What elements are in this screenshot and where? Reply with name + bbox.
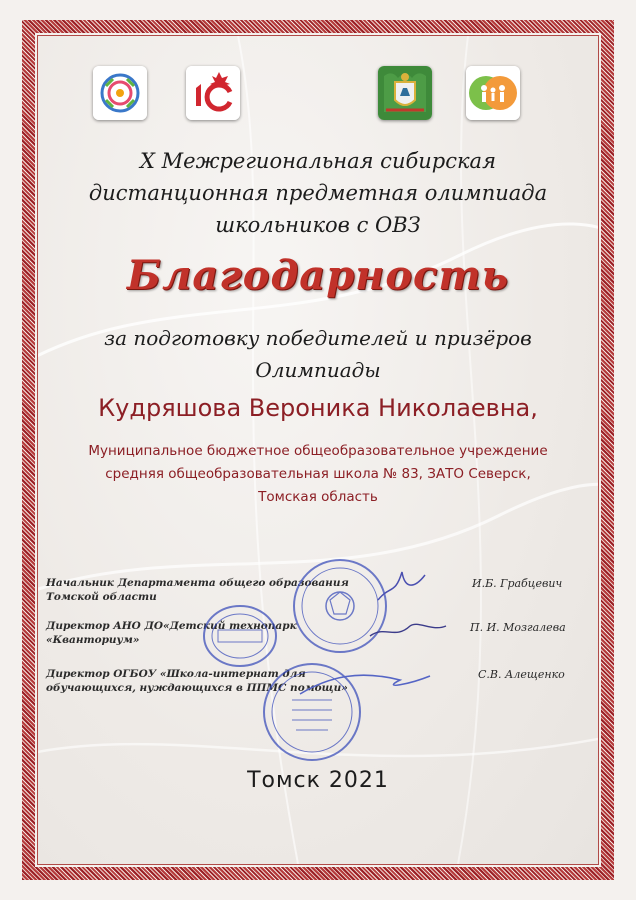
signatory-role-line: Начальник Департамента общего образования [46, 577, 349, 589]
title-line: дистанционная предметная олимпиада [88, 181, 548, 205]
signatory-role-line: Томской области [46, 591, 157, 603]
1c-logo [186, 66, 240, 120]
organization-line: Томская область [258, 489, 378, 505]
family-logo [466, 66, 520, 120]
recipient-organization [60, 440, 576, 509]
organization-line: средняя общеобразовательная школа № 83, ЗАТО Северск, [105, 466, 531, 482]
certificate-headline: Благодарность [126, 252, 510, 299]
certificate-footer: Томск 2021 [247, 768, 389, 793]
tomsk-region-emblem-logo [378, 66, 432, 120]
signatory-name: П. И. Мозгалева [470, 621, 566, 634]
olympiad-logo [93, 66, 147, 120]
signatory-role-line: обучающихся, нуждающихся в ППМС помощи» [46, 682, 348, 694]
signatory-role [46, 576, 349, 604]
olympiad-title [40, 145, 596, 241]
title-line: школьников с ОВЗ [215, 213, 421, 237]
subtitle-line: за подготовку победителей и призёров [104, 326, 532, 350]
signatory-role [46, 619, 297, 647]
title-line: X Межрегиональная сибирская [140, 149, 496, 173]
signatory-name: И.Б. Грабцевич [472, 577, 563, 590]
signatory-role-line: «Кванториум» [46, 634, 140, 646]
signatory-role [46, 667, 348, 695]
organization-line: Муниципальное бюджетное общеобразовательное учреждение [88, 443, 548, 459]
recipient-name: Кудряшова Вероника Николаевна, [98, 394, 538, 422]
subtitle-line: Олимпиады [255, 358, 381, 382]
signatory-role-line: Директор АНО ДО«Детский технопарк [46, 620, 297, 632]
signatory-name: С.В. Алещенко [478, 668, 565, 681]
certificate-subtitle [40, 322, 596, 386]
signatory-role-line: Директор ОГБОУ «Школа-интернат для [46, 668, 306, 680]
